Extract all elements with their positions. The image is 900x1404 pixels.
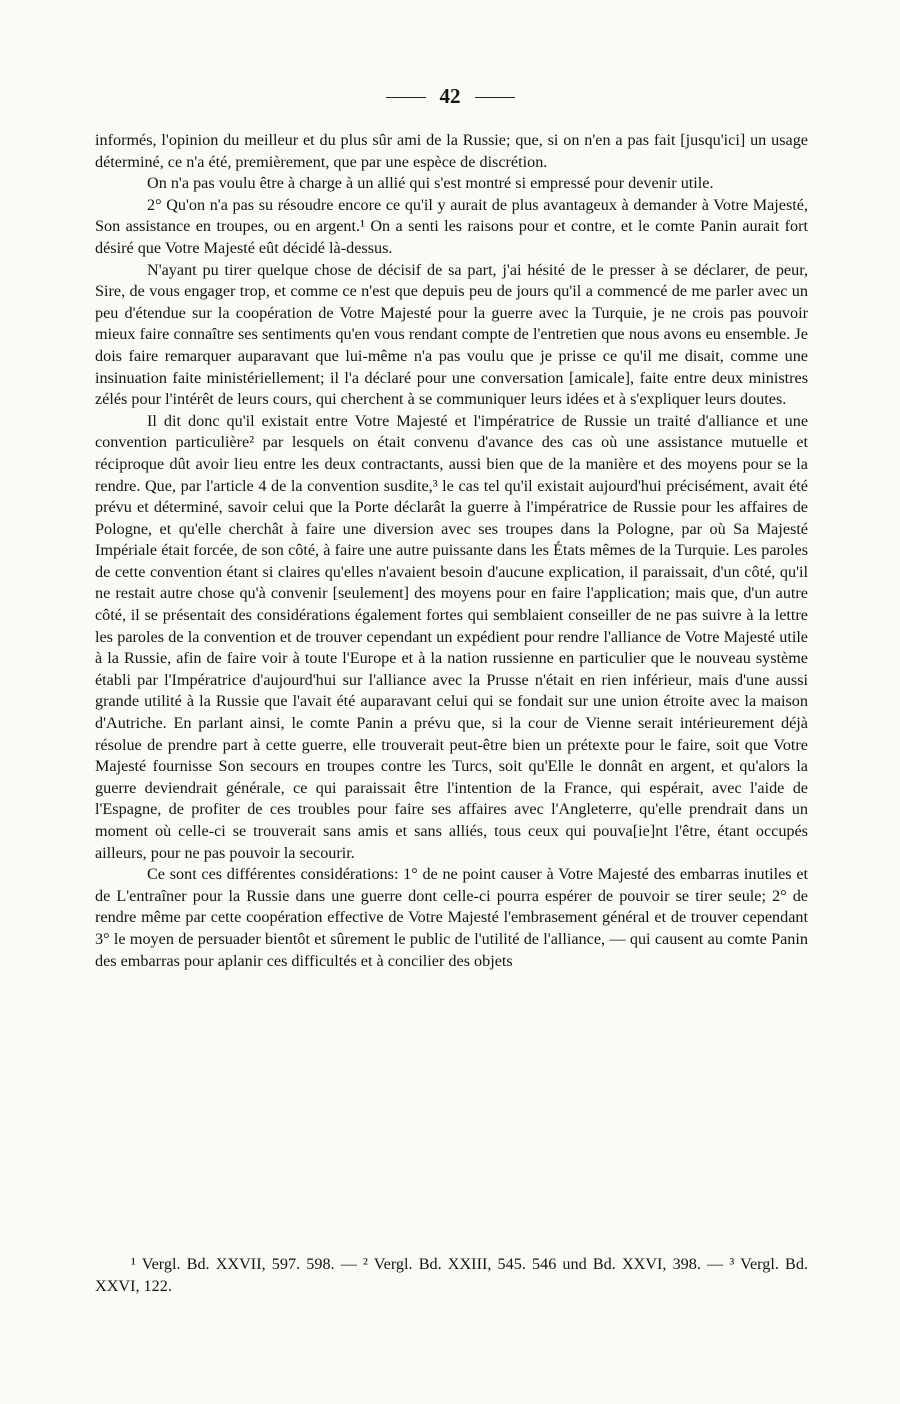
footnotes	[95, 1254, 808, 1297]
page-number: 42	[439, 84, 461, 108]
paragraph: 2° Qu'on n'a pas su résoudre encore ce qu'il y aurait de plus avantageux à demander à Votre Majesté, Son assistance en troupes, ou en argent.¹ On a senti les raisons pour et contre, et le comte Panin aurait fort désiré que Votre Majesté eût décidé là-dessus.	[95, 195, 808, 257]
header-rule-right	[475, 97, 515, 98]
paragraph: Ce sont ces différentes considérations: 1° de ne point causer à Votre Majesté des embarras inutiles et de L'entraîner pour la Russie dans une guerre dont celle-ci pourra espérer de pouvoir se tirer seule; 2° de rendre même par cette coopération effective de Votre Majesté l'embrasement général et de trouver cependant 3° le moyen de persuader bientôt et sûrement le public de l'utilité de l'alliance, — qui causent au comte Panin des embarras pour aplanir ces difficultés et à concilier des objets	[95, 865, 808, 970]
body-text	[95, 130, 808, 972]
page-header	[0, 84, 900, 109]
paragraph: N'ayant pu tirer quelque chose de décisif de sa part, j'ai hésité de le presser à se déclarer, de peur, Sire, de vous engager trop, et comme ce n'est que depuis peu de jours qu'il a commencé de me parler avec un peu d'étendue sur la coopération de Votre Majesté pour la guerre avec la Turquie, je ne crois pas pouvoir mieux faire connaître ses sentiments qu'en vous rendant compte de l'entretien que nous avons eu ensemble. Je dois faire remarquer auparavant que lui-même n'a pas voulu que je prisse ce qu'il me disait, comme une insinuation faite ministériellement; il l'a déclaré pour une conversation [amicale], faite entre deux ministres zélés pour l'intérêt de leurs cours, qui cherchent à se communiquer leurs idées et à s'expliquer leurs doutes.	[95, 260, 808, 409]
paragraph: informés, l'opinion du meilleur et du plus sûr ami de la Russie; que, si on n'en a pas fait [jusqu'ici] un usage déterminé, ce n'a été, premièrement, que par une espèce de discrétion.	[95, 131, 808, 171]
footnote-text: ¹ Vergl. Bd. XXVII, 597. 598. — ² Vergl. Bd. XXIII, 545. 546 und Bd. XXVI, 398. — ³ Vergl. Bd. XXVI, 122.	[95, 1255, 808, 1295]
paragraph: Il dit donc qu'il existait entre Votre Majesté et l'impératrice de Russie un traité d'alliance et une convention particulière² par lesquels on était convenu d'avance des cas où une assistance mutuelle et réciproque dût avoir lieu entre les deux contractants, aussi bien que de la manière et des moyens pour se la rendre. Que, par l'article 4 de la convention susdite,³ le cas tel qu'il existait aujourd'hui précisément, avait été prévu et déterminé, savoir celui que la Porte déclarât la guerre à l'impératrice de Russie pour les affaires de Pologne, et qu'elle cherchât à faire une diversion avec ses troupes dans la Pologne, par où Sa Majesté Impériale était forcée, de son côté, à faire une autre puissante dans les États mêmes de la Turquie. Les paroles de cette convention étant si claires qu'elles n'avaient besoin d'aucune explication, il paraissait, d'un côté, qu'il ne restait autre chose qu'à convenir [seulement] des moyens pour en faire l'application; mais que, d'un autre côté, il se présentait des considérations également fortes qui semblaient conseiller de ne pas suivre à la lettre les paroles de la convention et de trouver cependant un expédient pour rendre l'alliance de Votre Majesté utile à la Russie, afin de faire voir à toute l'Europe et à la nation russienne en particulier que le nouveau système établi par l'Impératrice d'aujourd'hui sur l'alliance avec la Prusse n'était en rien inférieur, mais d'une aussi grande utilité à la Russie que l'avait été auparavant celui qui se fondait sur une union étroite avec la maison d'Autriche. En parlant ainsi, le comte Panin a prévu que, si la cour de Vienne serait intérieurement déjà résolue de prendre part à cette guerre, elle trouverait peut-être bien un prétexte pour le faire, soit que Votre Majesté fournisse Son secours en troupes contre les Turcs, soit qu'Elle le donnât en argent, et qu'alors la guerre deviendrait générale, ce qui paraissait être l'intention de la France, qui espérait, avec l'aide de l'Espagne, de profiter de ces troubles pour faire ses affaires avec l'Angleterre, qu'elle prendrait dans un moment où celle-ci se trouverait sans amis et sans alliés, tous ceux qui pouva[ie]nt l'être, étant occupés ailleurs, pour ne pas pouvoir la secourir.	[95, 411, 808, 862]
header-rule-left	[386, 97, 426, 98]
paragraph: On n'a pas voulu être à charge à un allié qui s'est montré si empressé pour devenir utile.	[147, 174, 714, 193]
